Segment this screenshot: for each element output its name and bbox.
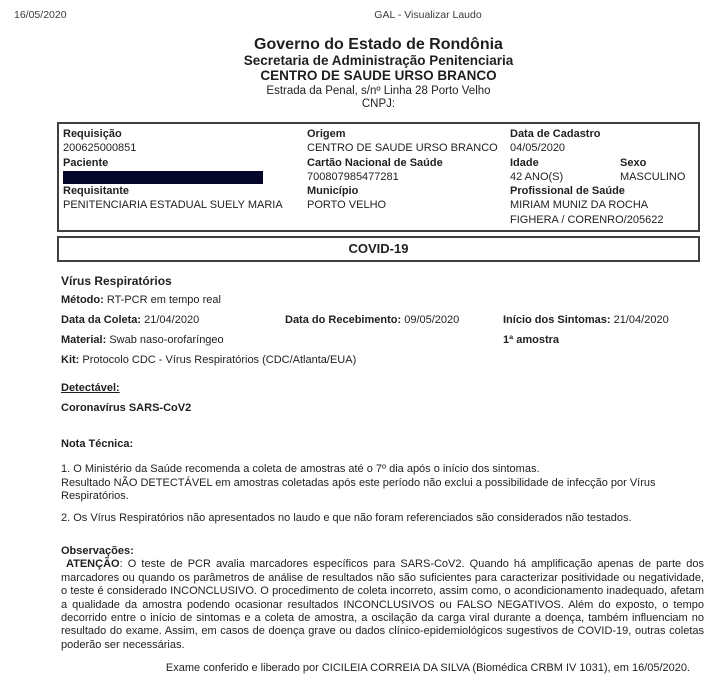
origem-value: CENTRO DE SAUDE URSO BRANCO bbox=[307, 142, 498, 155]
observacoes-text: : O teste de PCR avalia marcadores específicos para SARS-CoV2. Quando há amplificação apenas de parte dos marcadores ou quando os parâmetros de análise de resultados não são suficientes para caracterizar positividade ou negatividade, o teste é considerado INCONCLUSIVO. O procedimento de coleta incorreto, assim como, o acondicionamento inadequado, afetam a qualidade da amostra podendo ocasionar resultados INCONCLUSIVOS ou FALSO NEGATIVOS. Além do exposto, o tempo decorrido entre o início de sintomas e a coleta de amostra, a oscilação da carga viral durante a doença, também influenciam no resultado do exame. Assim, em casos de doença grave ou dados clínico-epidemiológicos sugestivos de COVID-19, outras coletas poderão ser necessárias. bbox=[61, 558, 704, 651]
requisition-info-box bbox=[57, 122, 700, 232]
sexo-label: Sexo bbox=[620, 156, 647, 169]
observacoes-title: Observações: bbox=[61, 545, 134, 557]
info-column-1 bbox=[59, 127, 303, 227]
result-value: Coronavírus SARS-CoV2 bbox=[61, 402, 192, 414]
requisitante-label: Requisitante bbox=[63, 184, 130, 197]
data-recebimento-value: 09/05/2020 bbox=[404, 314, 460, 326]
profissional-value: MIRIAM MUNIZ DA ROCHA FIGHERA / CORENRO/205622 bbox=[510, 199, 664, 226]
requisicao-value: 200625000851 bbox=[63, 142, 137, 155]
observacoes-body bbox=[61, 558, 704, 652]
requisitante-value: PENITENCIARIA ESTADUAL SUELY MARIA bbox=[63, 199, 283, 212]
nota-tecnica-section bbox=[61, 437, 702, 525]
letterhead bbox=[57, 36, 700, 110]
municipio-value: PORTO VELHO bbox=[307, 199, 387, 212]
cns-value: 700807985477281 bbox=[307, 170, 399, 183]
metodo-label: Método: bbox=[61, 294, 104, 306]
paciente-redaction-bar bbox=[63, 171, 263, 184]
municipio-label: Município bbox=[307, 185, 359, 198]
cns-label: Cartão Nacional de Saúde bbox=[307, 156, 443, 169]
letterhead-secretariat: Secretaria de Administração Penitenciaria bbox=[243, 53, 514, 68]
origem-label: Origem bbox=[307, 128, 346, 140]
letterhead-cnpj: CNPJ: bbox=[361, 98, 396, 110]
nota-tecnica-item2: 2. Os Vírus Respiratórios não apresentados no laudo e que não foram referenciados são considerados não testados. bbox=[61, 511, 632, 524]
paciente-label: Paciente bbox=[63, 156, 109, 169]
data-coleta-value: 21/04/2020 bbox=[144, 314, 200, 326]
kit-label: Kit: bbox=[61, 354, 80, 366]
exam-material-row bbox=[61, 334, 702, 346]
release-statement: Exame conferido e liberado por CICILEIA CORREIA DA SILVA (Biomédica CRBM IV 1031), em 16/05/2020. bbox=[165, 662, 691, 674]
material-value: Swab naso-orofaríngeo bbox=[109, 334, 224, 346]
idade-label: Idade bbox=[510, 156, 539, 169]
exam-metodo-row bbox=[61, 294, 702, 306]
profissional-label: Profissional de Saúde bbox=[510, 185, 625, 198]
data-cadastro-label: Data de Cadastro bbox=[510, 128, 601, 140]
nota-tecnica-item1 bbox=[61, 463, 702, 504]
info-column-2 bbox=[303, 127, 506, 227]
nota-tecnica-title: Nota Técnica: bbox=[61, 438, 134, 450]
exam-panel-title: Vírus Respiratórios bbox=[61, 274, 172, 288]
atencao-label: ATENÇÃO bbox=[66, 558, 120, 571]
letterhead-address: Estrada da Penal, s/nº Linha 28 Porto Velho bbox=[266, 85, 491, 97]
letterhead-health-unit: CENTRO DE SAUDE URSO BRANCO bbox=[260, 68, 497, 83]
data-recebimento-label: Data do Recebimento: bbox=[285, 314, 402, 326]
observacoes-section bbox=[61, 545, 704, 652]
nota-item1-line2: Resultado NÃO DETECTÁVEL em amostras coletadas após este período não exclui a possibilidade de infecção por Vírus Respiratórios. bbox=[61, 476, 656, 502]
material-label: Material: bbox=[61, 334, 107, 346]
result-label: Detectável: bbox=[61, 382, 120, 394]
print-page-title: GAL - Visualizar Laudo bbox=[374, 9, 482, 21]
info-column-3 bbox=[506, 127, 698, 227]
exam-kit-row bbox=[61, 354, 702, 366]
nota-item1-line1: 1. O Ministério da Saúde recomenda a coleta de amostras até o 7º dia após o início dos sintomas. bbox=[61, 463, 540, 475]
exam-dates-row bbox=[61, 314, 702, 326]
data-coleta-label: Data da Coleta: bbox=[61, 314, 142, 326]
sexo-value: MASCULINO bbox=[620, 170, 686, 183]
inicio-sintomas-label: Início dos Sintomas: bbox=[503, 314, 611, 326]
inicio-sintomas-value: 21/04/2020 bbox=[613, 314, 669, 326]
print-date: 16/05/2020 bbox=[14, 9, 67, 21]
kit-value: Protocolo CDC - Vírus Respiratórios (CDC/Atlanta/EUA) bbox=[82, 354, 357, 366]
data-cadastro-value: 04/05/2020 bbox=[510, 142, 566, 155]
exam-banner: COVID-19 bbox=[57, 236, 700, 262]
amostra-value: 1ª amostra bbox=[503, 334, 560, 346]
idade-value: 42 ANO(S) bbox=[510, 170, 564, 183]
metodo-value: RT-PCR em tempo real bbox=[106, 294, 221, 306]
letterhead-government: Governo do Estado de Rondônia bbox=[254, 36, 503, 53]
requisicao-label: Requisição bbox=[63, 128, 122, 140]
